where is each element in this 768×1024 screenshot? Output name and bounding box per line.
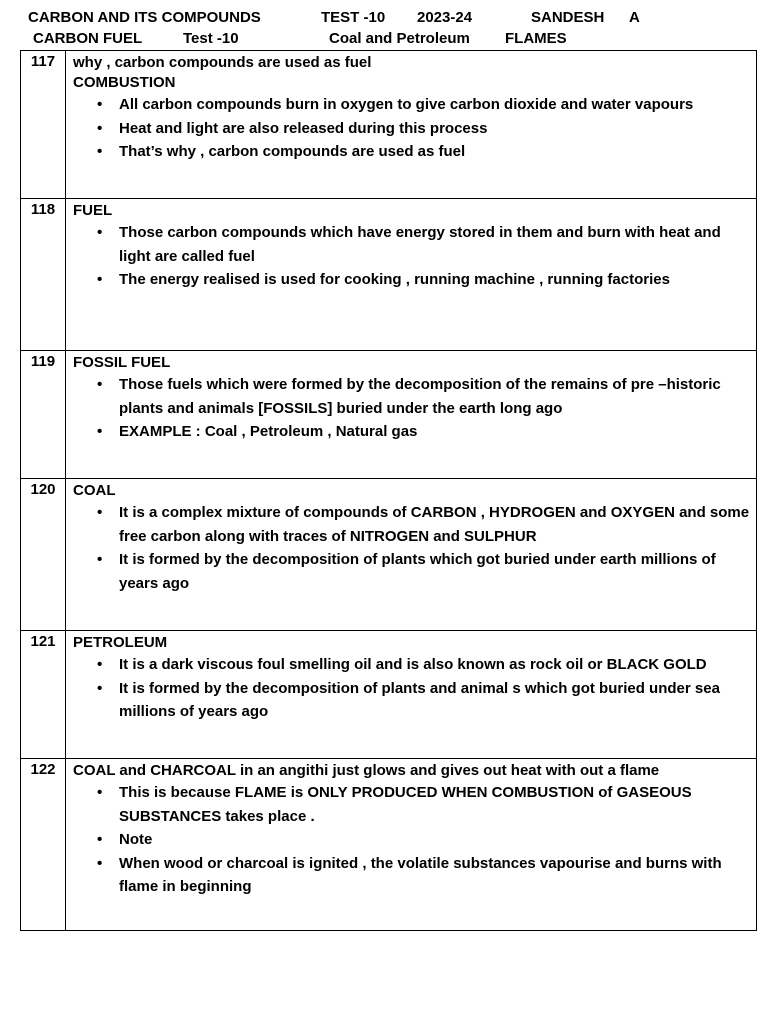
header-flames: FLAMES — [505, 30, 567, 47]
list-item: • All carbon compounds burn in oxygen to give carbon dioxide and water vapours — [73, 93, 752, 117]
header-line-2 — [0, 29, 567, 49]
question-number: 119 — [21, 351, 66, 479]
list-item: • Heat and light are also released during this process — [73, 117, 752, 141]
header-author: SANDESH — [531, 9, 605, 26]
bullet-list — [73, 501, 752, 595]
list-item: • It is a complex mixture of compounds of CARBON , HYDROGEN and OXYGEN and some free carbon along with traces of NITROGEN and SULPHUR — [73, 501, 752, 548]
list-item: • This is because FLAME is ONLY PRODUCED WHEN COMBUSTION of GASEOUS SUBSTANCES takes place . — [73, 781, 752, 828]
header-test-2: Test -10 — [183, 30, 239, 47]
table-row — [20, 758, 757, 931]
list-item: • EXAMPLE : Coal , Petroleum , Natural gas — [73, 420, 752, 444]
bullet-list — [73, 221, 752, 292]
header-line-1 — [0, 8, 640, 28]
row-content — [73, 759, 752, 899]
question-title: COAL — [73, 482, 116, 499]
list-item: • The energy realised is used for cooking , running machine , running factories — [73, 268, 752, 292]
bullet-list — [73, 781, 752, 899]
row-content — [73, 479, 752, 595]
header-author-initial: A — [629, 9, 640, 26]
question-title: FUEL — [73, 202, 113, 219]
question-number: 122 — [21, 759, 66, 930]
table-row — [20, 350, 757, 479]
list-item: • Note — [73, 828, 752, 852]
question-number: 118 — [21, 199, 66, 351]
question-number: 121 — [21, 631, 66, 759]
row-content — [73, 51, 752, 164]
row-content — [73, 199, 752, 292]
row-content — [73, 631, 752, 724]
bullet-list — [73, 93, 752, 164]
question-title: why , carbon compounds are used as fuel — [73, 54, 372, 71]
section-heading: COMBUSTION — [73, 74, 176, 91]
question-title: FOSSIL FUEL — [73, 354, 171, 371]
header-year: 2023-24 — [417, 9, 473, 26]
question-number: 117 — [21, 51, 66, 199]
bullet-list — [73, 373, 752, 444]
list-item: • When wood or charcoal is ignited , the volatile substances vapourise and burns with flame in beginning — [73, 852, 752, 899]
table-row — [20, 50, 757, 199]
question-title: PETROLEUM — [73, 634, 168, 651]
header-subtopic: Coal and Petroleum — [329, 30, 470, 47]
list-item: • Those carbon compounds which have energy stored in them and burn with heat and light are called fuel — [73, 221, 752, 268]
list-item: • That’s why , carbon compounds are used as fuel — [73, 140, 752, 164]
list-item: • Those fuels which were formed by the decomposition of the remains of pre –historic plants and animals [FOSSILS] buried under the earth long ago — [73, 373, 752, 420]
bullet-list — [73, 653, 752, 724]
list-item: • It is a dark viscous foul smelling oil and is also known as rock oil or BLACK GOLD — [73, 653, 752, 677]
header-topic: CARBON FUEL — [33, 30, 143, 47]
row-content — [73, 351, 752, 444]
table-row — [20, 198, 757, 351]
table-row — [20, 478, 757, 631]
header-test: TEST -10 — [321, 9, 386, 26]
table-row — [20, 630, 757, 759]
header-subject: CARBON AND ITS COMPOUNDS — [28, 9, 261, 26]
list-item: • It is formed by the decomposition of plants and animal s which got buried under sea millions of years ago — [73, 677, 752, 724]
question-title: COAL and CHARCOAL in an angithi just glows and gives out heat with out a flame — [73, 762, 660, 779]
question-number: 120 — [21, 479, 66, 631]
list-item: • It is formed by the decomposition of plants which got buried under earth millions of years ago — [73, 548, 752, 595]
